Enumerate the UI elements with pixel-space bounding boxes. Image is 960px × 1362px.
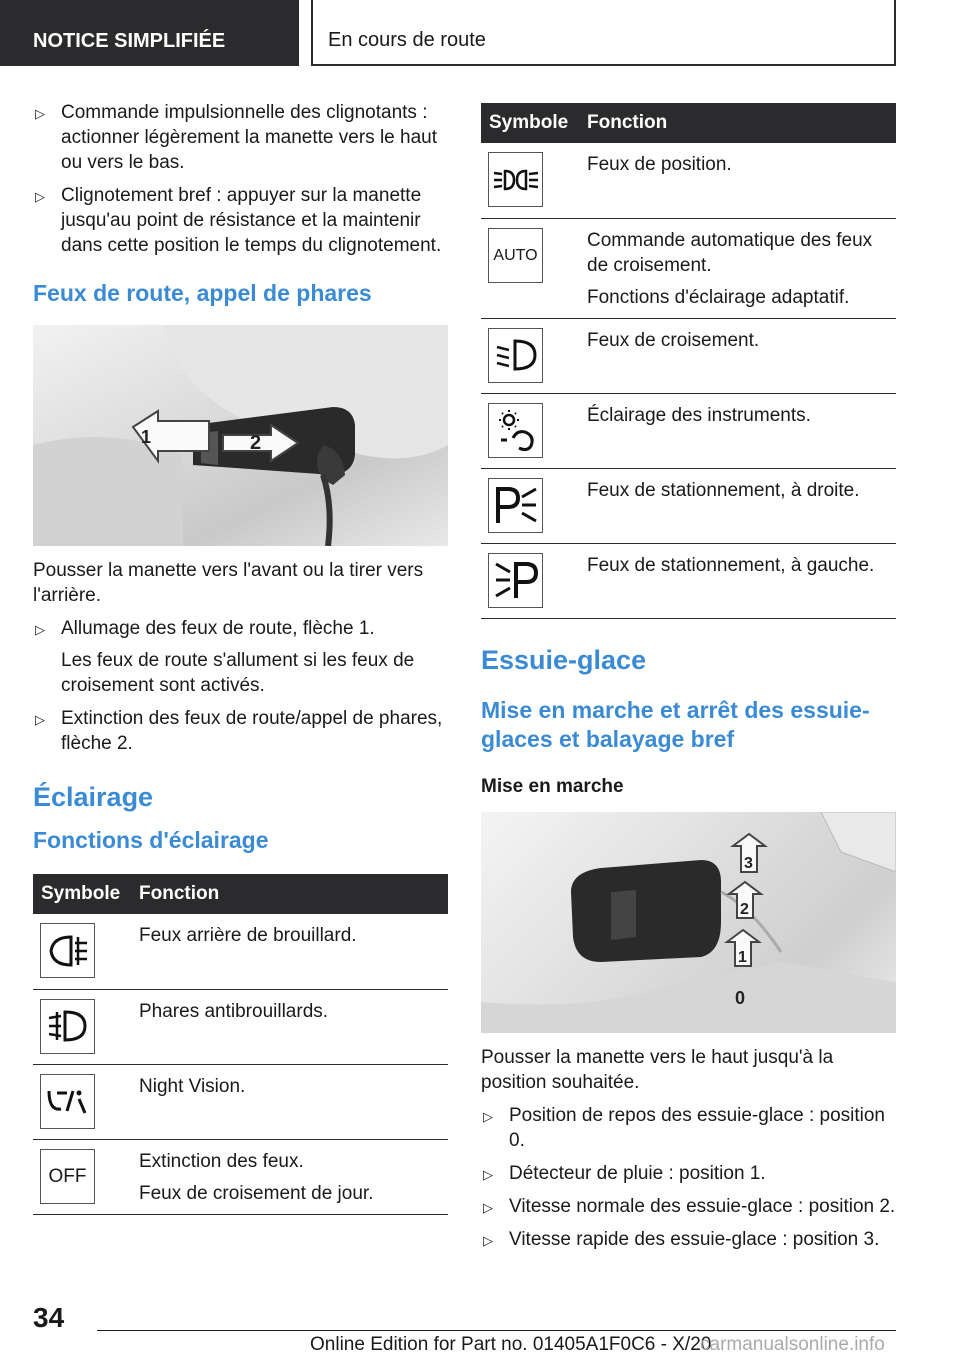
bullet-clignotement: ▷ Clignotement bref : appuyer sur la manette jusqu'au point de résistance et la maintenir dans cette position le temps du clignotement. xyxy=(35,185,442,256)
footer-edition: Online Edition for Part no. 01405A1F0C6 - X/20 xyxy=(310,1334,712,1355)
bullet-triangle-icon: ▷ xyxy=(483,1166,493,1182)
bullet-triangle-icon: ▷ xyxy=(483,1108,493,1124)
left-column xyxy=(33,100,448,1215)
right-column xyxy=(481,103,896,1260)
arrow-label-1: 1 xyxy=(141,427,152,447)
table-row: OFF Extinction des feux. Feux de croisement de jour. xyxy=(33,1139,448,1214)
table-row: Feux de position. xyxy=(481,143,896,218)
stalk-illustration xyxy=(33,325,448,546)
bullet-rapide: ▷ Vitesse rapide des essuie-glace : position 3. xyxy=(481,1227,896,1252)
lights-off-icon: OFF xyxy=(40,1149,95,1204)
parking-light-left-icon xyxy=(488,553,543,608)
wiper-stalk-illustration xyxy=(481,812,896,1033)
heading-essuie-glace: Essuie-glace xyxy=(481,644,647,675)
bullet-impulsion: ▷ Commande impulsionnelle des clignotants : actionner légèrement la manette vers le haut ou vers le bas. xyxy=(35,102,437,173)
position-label-3: 3 xyxy=(744,854,753,872)
table-row: Feux de croisement. xyxy=(481,318,896,393)
section-title: NOTICE SIMPLIFIÉE xyxy=(0,0,299,66)
instrument-lighting-icon xyxy=(488,403,543,458)
parking-light-right-icon xyxy=(488,478,543,533)
table-header: Symbole Fonction xyxy=(33,874,448,914)
bullet-triangle-icon: ▷ xyxy=(35,106,45,121)
night-vision-icon xyxy=(40,1074,95,1129)
table-row: AUTO Commande automatique des feux de croisement. Fonctions d'éclairage adaptatif. xyxy=(481,218,896,318)
lighting-symbols-table-left xyxy=(33,874,448,1215)
bullet-triangle-icon: ▷ xyxy=(35,622,45,637)
table-row: Éclairage des instruments. xyxy=(481,393,896,468)
table-row: Feux de stationnement, à droite. xyxy=(481,468,896,543)
lighting-symbols-table-right xyxy=(481,103,896,619)
bullet-triangle-icon: ▷ xyxy=(35,189,45,204)
photo-headlight-stalk xyxy=(33,325,448,546)
para-pousser-haut: Pousser la manette vers le haut jusqu'à la position souhaitée. xyxy=(481,1046,834,1093)
low-beam-icon xyxy=(488,328,543,383)
bullet-normale: ▷ Vitesse normale des essuie-glace : position 2. xyxy=(481,1194,896,1219)
table-row: Phares antibrouillards. xyxy=(33,989,448,1064)
auto-lights-icon: AUTO xyxy=(488,228,543,283)
bullet-triangle-icon: ▷ xyxy=(35,712,45,727)
table-header: Symbole Fonction xyxy=(481,103,896,143)
position-label-0: 0 xyxy=(735,987,746,1008)
photo-wiper-stalk xyxy=(481,812,896,1033)
bullet-pluie: ▷ Détecteur de pluie : position 1. xyxy=(481,1161,896,1186)
position-lights-icon xyxy=(488,152,543,207)
table-row: Feux de stationnement, à gauche. xyxy=(481,543,896,618)
table-row: Feux arrière de brouillard. xyxy=(33,914,448,989)
bullet-triangle-icon: ▷ xyxy=(483,1232,493,1248)
heading-mise-en-marche: Mise en marche xyxy=(481,775,624,797)
front-fog-light-icon xyxy=(40,999,95,1054)
para-pousser-manette: Pousser la manette vers l'avant ou la tirer vers l'arrière. xyxy=(33,560,424,606)
page-header xyxy=(0,0,960,66)
chapter-title: En cours de route xyxy=(311,0,896,66)
table-row: Night Vision. xyxy=(33,1064,448,1139)
position-label-2: 2 xyxy=(740,900,749,918)
page-number: 34 xyxy=(33,1302,65,1333)
arrow-label-2: 2 xyxy=(250,432,262,454)
footer-divider xyxy=(97,1330,896,1331)
position-label-1: 1 xyxy=(738,948,747,966)
heading-fonctions-eclairage: Fonctions d'éclairage xyxy=(33,827,269,853)
heading-feux-de-route: Feux de route, appel de phares xyxy=(33,280,372,306)
bullet-repos: ▷ Position de repos des essuie-glace : position 0. xyxy=(483,1104,886,1151)
footer-watermark: carmanualsonline.info xyxy=(700,1334,885,1355)
bullet-allumage: ▷ Allumage des feux de route, flèche 1. Les feux de route s'allument si les feux de croisement sont activés. xyxy=(35,618,415,696)
rear-fog-light-icon xyxy=(40,923,95,978)
bullet-triangle-icon: ▷ xyxy=(483,1199,493,1215)
heading-eclairage: Éclairage xyxy=(33,782,154,812)
bullet-extinction: ▷ Extinction des feux de route/appel de phares, flèche 2. xyxy=(35,708,443,754)
heading-mise-en-marche-arret: Mise en marche et arrêt des essuie-glaces et balayage bref xyxy=(481,696,870,752)
